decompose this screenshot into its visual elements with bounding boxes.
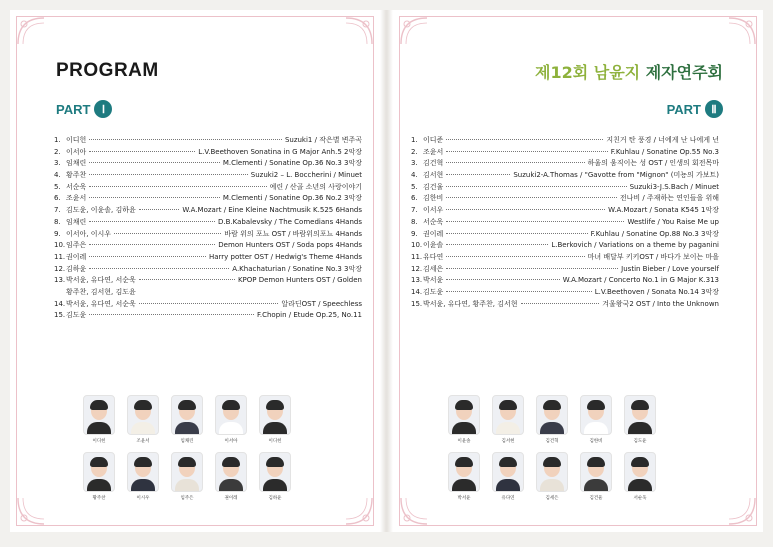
- performer-name-caption: 김건혁: [545, 439, 559, 444]
- piece-title: L.V.Beethoven / Sonata No.14 3악장: [594, 287, 719, 296]
- performer-names: 김세은: [423, 264, 444, 273]
- performer-photo: [581, 395, 611, 444]
- part-numeral-badge: Ⅰ: [94, 100, 112, 118]
- portrait-image: [536, 395, 568, 435]
- performer-photo: [493, 452, 523, 501]
- part-label: PART: [56, 101, 91, 117]
- piece-title: Suzuki2-A.Thomas / "Gavotte from "Mignon" (미뇽의 가보트): [513, 171, 719, 180]
- program-number: 12.: [411, 264, 423, 273]
- performer-name-caption: 황주찬: [92, 496, 106, 501]
- performer-photo: [172, 452, 202, 501]
- floral-corner-ornament-icon: [397, 494, 431, 528]
- dot-leader: [446, 186, 626, 187]
- performer-name-caption: 임주은: [180, 496, 194, 501]
- performer-name-caption: 이시우: [136, 496, 150, 501]
- floral-corner-ornament-icon: [342, 14, 376, 48]
- dot-leader: [521, 303, 600, 304]
- program-number: 14.: [54, 299, 66, 308]
- dot-leader: [114, 233, 221, 234]
- dot-leader: [139, 279, 235, 280]
- program-row: [411, 229, 719, 241]
- dot-leader: [89, 174, 248, 175]
- portrait-image: [259, 452, 291, 492]
- book-gutter: [380, 10, 393, 532]
- program-number: 11.: [54, 252, 66, 261]
- performer-name-caption: 박서윤: [457, 496, 471, 501]
- piece-title: 겨울왕국2 OST / Into the Unknown: [602, 299, 719, 308]
- program-number: 5.: [411, 182, 418, 191]
- performer-photo: [216, 395, 246, 444]
- piece-title: 지친거 탄 풍경 / 너에게 난 나에게 넌: [606, 136, 719, 144]
- performer-photo: [449, 395, 479, 444]
- performer-photo: [537, 395, 567, 444]
- program-row: [54, 310, 362, 322]
- program-number: 7.: [411, 206, 418, 215]
- program-row: [54, 229, 362, 241]
- program-number: 13.: [411, 276, 423, 285]
- portrait-image: [127, 452, 159, 492]
- performer-names: 김건율: [423, 182, 444, 191]
- portrait-image: [580, 395, 612, 435]
- performer-name-caption: 김한비: [589, 439, 603, 444]
- part-label: PART: [666, 101, 701, 117]
- performer-names: 김한비: [423, 194, 444, 203]
- program-row: [54, 147, 362, 159]
- performer-name-caption: 이디헌: [92, 439, 106, 444]
- portrait-image: [215, 452, 247, 492]
- performer-name-caption: 권이레: [224, 496, 238, 501]
- program-number: 5.: [54, 182, 61, 191]
- piece-title: Westlife / You Raise Me up: [627, 217, 719, 226]
- part-2-heading: [667, 100, 723, 118]
- dot-leader: [89, 186, 266, 187]
- piece-title: 전나비 / 주재하는 연인들을 위해: [619, 194, 719, 203]
- dot-leader: [89, 221, 215, 222]
- program-row: [54, 217, 362, 229]
- piece-title: 예린 / 산골 소년의 사랑이야기: [269, 182, 362, 191]
- dot-leader: [446, 209, 605, 210]
- dot-leader: [446, 162, 584, 163]
- portrait-image: [492, 395, 524, 435]
- performer-photo: [84, 395, 114, 444]
- portrait-image: [580, 452, 612, 492]
- program-row: [411, 147, 719, 159]
- dot-leader: [446, 197, 617, 198]
- performer-names: 서순욱: [423, 217, 444, 226]
- piece-title: 알라딘OST / Speechless: [281, 299, 362, 308]
- program-number: 15.: [54, 311, 66, 320]
- portrait-image: [259, 395, 291, 435]
- program-row: [54, 182, 362, 194]
- floral-corner-ornament-icon: [725, 14, 759, 48]
- program-list-part-1: [54, 135, 362, 322]
- program-number: 1.: [411, 136, 418, 144]
- performer-names: 임주은: [66, 241, 87, 250]
- dot-leader: [446, 151, 607, 152]
- piece-title: Harry potter OST / Hedwig's Theme 4Hands: [208, 252, 362, 261]
- portrait-image: [83, 452, 115, 492]
- program-number: 10.: [54, 241, 66, 250]
- piece-title: W.A.Mozart / Sonata K545 1악장: [608, 206, 719, 215]
- portrait-image: [492, 452, 524, 492]
- dot-leader: [89, 314, 254, 315]
- performer-names: 권이레: [66, 252, 87, 261]
- performer-names: 임채린: [66, 217, 87, 226]
- performer-name-caption: 임채린: [180, 439, 194, 444]
- portrait-image: [83, 395, 115, 435]
- piece-title: L.Berkovich / Variations on a theme by paganini: [551, 241, 719, 250]
- floral-corner-ornament-icon: [725, 494, 759, 528]
- performer-names: 이윤솔: [423, 241, 444, 250]
- program-number: 9.: [54, 229, 61, 238]
- performer-names: 김하윤: [66, 264, 87, 273]
- performer-names: 박서윤: [423, 276, 444, 285]
- program-row: [54, 205, 362, 217]
- portrait-image: [171, 395, 203, 435]
- performer-names: 김도윤: [66, 311, 87, 320]
- program-row: [54, 299, 362, 311]
- piece-title: D.B.Kabalevsky / The Comedians 4Hands: [218, 217, 362, 226]
- program-number: 6.: [54, 194, 61, 203]
- program-number: 6.: [411, 194, 418, 203]
- piece-title: Justin Bieber / Love yourself: [621, 264, 719, 273]
- program-row: [54, 170, 362, 182]
- dot-leader: [89, 151, 195, 152]
- program-row: [411, 170, 719, 182]
- piece-title: F.Chopin / Etude Op.25, No.11: [256, 311, 362, 320]
- program-row: [411, 275, 719, 287]
- performer-names: 박서윤, 유다연, 황주찬, 김서현: [423, 299, 518, 308]
- program-number: 4.: [54, 171, 61, 180]
- program-row: [411, 193, 719, 205]
- recital-title-part-2: 제자연주회: [645, 63, 723, 82]
- performer-photo: [128, 395, 158, 444]
- recital-title-part-1: 제12회 남윤지: [535, 63, 641, 82]
- piece-title: 하울의 움직이는 성 OST / 인생의 회전목마: [587, 159, 719, 168]
- program-row: [411, 217, 719, 229]
- performer-name-caption: 김도윤: [633, 439, 647, 444]
- performer-name-caption: 이서아: [224, 439, 238, 444]
- program-row: [54, 158, 362, 170]
- performer-photo: [172, 395, 202, 444]
- program-row: [54, 240, 362, 252]
- performer-photo: [260, 452, 290, 501]
- performer-name-caption: 유다연: [501, 496, 515, 501]
- performer-names: 조윤서: [423, 147, 444, 156]
- piece-title: W.A.Mozart / Eine Kleine Nachtmusik K.525 6Hands: [182, 206, 362, 215]
- portrait-image: [448, 395, 480, 435]
- program-number: 1.: [54, 136, 61, 144]
- performer-photo: [260, 395, 290, 444]
- piece-title: 바람 위의 포뇨 OST / 바람위의포뇨 4Hands: [224, 229, 362, 238]
- program-row: [411, 299, 719, 311]
- dot-leader: [446, 221, 624, 222]
- performer-name-caption: 이윤솔: [457, 439, 471, 444]
- performer-name-caption: 김세은: [545, 496, 559, 501]
- program-number: 3.: [54, 159, 61, 168]
- program-list-part-2: [411, 135, 719, 310]
- dot-leader: [446, 233, 587, 234]
- dot-leader: [89, 197, 220, 198]
- piece-title: Suzuki3-J.S.Bach / Minuet: [629, 182, 719, 191]
- performer-names: 서순욱: [66, 182, 87, 191]
- part-numeral-badge: Ⅱ: [705, 100, 723, 118]
- program-number: 2.: [54, 147, 61, 156]
- performer-photo: [581, 452, 611, 501]
- right-page: [393, 10, 763, 532]
- performer-name-caption: 이디헌: [268, 439, 282, 444]
- performer-names: 권이레: [423, 229, 444, 238]
- portrait-image: [536, 452, 568, 492]
- dot-leader: [139, 303, 279, 304]
- performer-names: 이디헌: [66, 136, 87, 144]
- program-row: [54, 264, 362, 276]
- portrait-image: [624, 395, 656, 435]
- recital-title: [535, 60, 723, 83]
- piece-title: Demon Hunters OST / Soda pops 4Hands: [218, 241, 362, 250]
- part-1-heading: [56, 100, 112, 118]
- program-row: [54, 252, 362, 264]
- performer-name-caption: 김서현: [501, 439, 515, 444]
- performer-name-caption: 조윤서: [136, 439, 150, 444]
- performer-photo: [625, 452, 655, 501]
- portrait-image: [127, 395, 159, 435]
- performer-names: 이서우: [423, 206, 444, 215]
- dot-leader: [89, 244, 215, 245]
- piece-title: KPOP Demon Hunters OST / Golden: [237, 276, 362, 285]
- program-number: 3.: [411, 159, 418, 168]
- program-number: 15.: [411, 299, 423, 308]
- performer-names: 조윤서: [66, 194, 87, 203]
- dot-leader: [446, 139, 603, 140]
- dot-leader: [446, 279, 559, 280]
- program-number: 14.: [411, 287, 423, 296]
- performer-name-caption: 서순욱: [633, 496, 647, 501]
- performer-names: 박서윤, 유다연, 서순욱: [66, 276, 136, 285]
- dot-leader: [446, 268, 618, 269]
- performer-name-caption: 김건율: [589, 496, 603, 501]
- performer-names: 황주찬, 김서현, 김도윤: [66, 287, 136, 296]
- piece-title: M.Clementi / Sonatine Op.36 No.2 3악장: [222, 194, 362, 203]
- program-row: [411, 158, 719, 170]
- performer-names: 김서현: [423, 171, 444, 180]
- program-title: PROGRAM: [56, 60, 159, 81]
- piece-title: M.Clementi / Sonatine Op.36 No.3 3악장: [222, 159, 362, 168]
- program-row: [411, 264, 719, 276]
- piece-title: A.Khachaturian / Sonatine No.3 3악장: [232, 264, 362, 273]
- program-row: [411, 135, 719, 147]
- performer-photo: [84, 452, 114, 501]
- floral-corner-ornament-icon: [342, 494, 376, 528]
- piece-title: W.A.Mozart / Concerto No.1 in G Major K.313: [562, 276, 719, 285]
- performer-names: 김건혁: [423, 159, 444, 168]
- performer-photos-part-2: [449, 395, 655, 501]
- dot-leader: [446, 244, 548, 245]
- performer-photo: [537, 452, 567, 501]
- program-number: 9.: [411, 229, 418, 238]
- program-row: [54, 287, 362, 299]
- piece-title: Suzuki1 / 작은별 변주곡: [284, 136, 362, 144]
- piece-title: L.V.Beethoven Sonatina in G Major Anh.5 2악장: [198, 147, 362, 156]
- floral-corner-ornament-icon: [14, 14, 48, 48]
- performer-photo: [449, 452, 479, 501]
- program-number: 12.: [54, 264, 66, 273]
- performer-photo: [216, 452, 246, 501]
- performer-names: 박서윤, 유다연, 서순욱: [66, 299, 136, 308]
- program-row: [54, 193, 362, 205]
- program-number: 13.: [54, 276, 66, 285]
- portrait-image: [171, 452, 203, 492]
- program-number: 8.: [411, 217, 418, 226]
- performer-names: 황주찬: [66, 171, 87, 180]
- left-page: [10, 10, 380, 532]
- portrait-image: [448, 452, 480, 492]
- performer-name-caption: 김하윤: [268, 496, 282, 501]
- dot-leader: [89, 268, 229, 269]
- piece-title: 마녀 배달부 키키OST / 바다가 보이는 마을: [587, 252, 719, 261]
- dot-leader: [89, 256, 206, 257]
- dot-leader: [89, 139, 282, 140]
- dot-leader: [446, 174, 510, 175]
- piece-title: F.Kuhlau / Sonatine Op.88 No.3 3악장: [590, 229, 719, 238]
- performer-names: 유다연: [423, 252, 444, 261]
- program-row: [54, 135, 362, 147]
- program-row: [411, 182, 719, 194]
- performer-names: 이서아, 이시우: [66, 229, 112, 238]
- performer-photos-part-1: [84, 395, 290, 501]
- program-number: 7.: [54, 206, 61, 215]
- program-row: [54, 275, 362, 287]
- program-row: [411, 287, 719, 299]
- performer-photo: [128, 452, 158, 501]
- performer-photo: [625, 395, 655, 444]
- program-number: 11.: [411, 252, 423, 261]
- piece-title: Suzuki2 – L. Boccherini / Minuet: [250, 171, 362, 180]
- performer-names: 김도윤: [423, 287, 444, 296]
- performer-photo: [493, 395, 523, 444]
- program-number: 10.: [411, 241, 423, 250]
- program-row: [411, 240, 719, 252]
- piece-title: F.Kuhlau / Sonatine Op.55 No.3: [610, 147, 719, 156]
- dot-leader: [446, 291, 591, 292]
- performer-names: 이디준: [423, 136, 444, 144]
- program-number: 2.: [411, 147, 418, 156]
- performer-names: 이서아: [66, 147, 87, 156]
- program-number: 4.: [411, 171, 418, 180]
- program-number: 8.: [54, 217, 61, 226]
- portrait-image: [215, 395, 247, 435]
- dot-leader: [89, 162, 220, 163]
- dot-leader: [446, 256, 584, 257]
- portrait-image: [624, 452, 656, 492]
- performer-names: 임채린: [66, 159, 87, 168]
- program-row: [411, 252, 719, 264]
- floral-corner-ornament-icon: [14, 494, 48, 528]
- floral-corner-ornament-icon: [397, 14, 431, 48]
- program-row: [411, 205, 719, 217]
- performer-names: 김도윤, 이윤솔, 김하윤: [66, 206, 136, 215]
- dot-leader: [139, 209, 180, 210]
